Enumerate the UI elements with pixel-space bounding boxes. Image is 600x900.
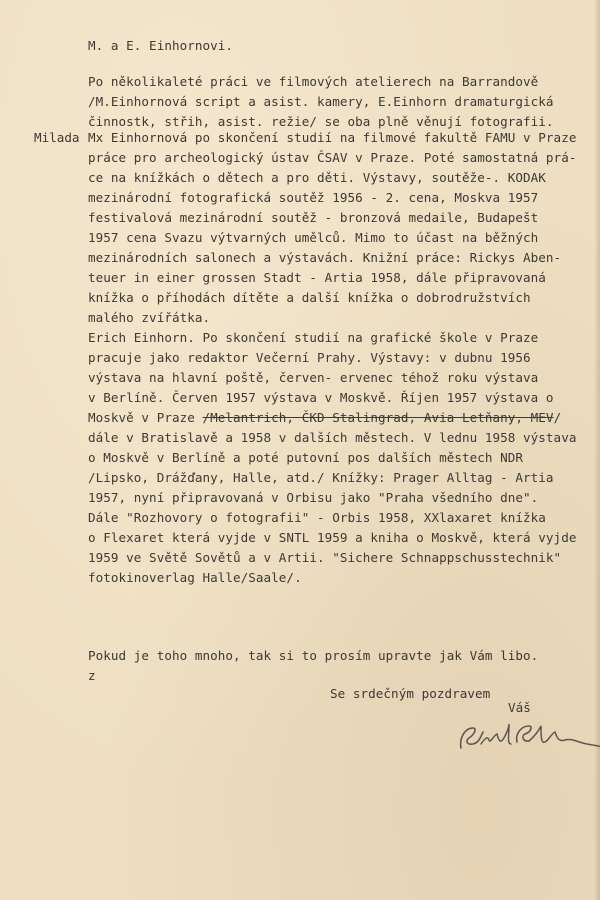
erich-line: /Lipsko, Drážďany, Halle, atd./ Knížky: Prager Alltag - Artia (88, 470, 554, 485)
intro-line: činnostk, střih, asist. režie/ se oba plně věnují fotografii. (88, 114, 554, 129)
milada-line: práce pro archeologický ústav ČSAV v Praze. Poté samostatná prá- (88, 150, 577, 165)
handwritten-signature (455, 714, 600, 764)
intro-line: Po několikaleté práci ve filmových atelierech na Barrandově (88, 74, 539, 89)
erich-line: pracuje jako redaktor Večerní Prahy. Výstavy: v dubnu 1956 (88, 350, 531, 365)
milada-line: malého zvířátka. (88, 310, 211, 325)
milada-line: mezinárodní fotografická soutěž 1956 - 2. cena, Moskva 1957 (88, 190, 539, 205)
erich-line: 1959 ve Světě Sovětů a v Artii. "Sichere Schnappschusstechnik" (88, 550, 562, 565)
erich-line: Dále "Rozhovory o fotografii" - Orbis 1958, XXlaxaret knížka (88, 510, 546, 525)
milada-line: mezinárodních salonech a výstavách. Knižní práce: Rickys Aben- (88, 250, 562, 265)
struck-out-text: /Melantrich, ČKD Stalingrad, Avia Letňany, MEV (202, 410, 554, 425)
moscow-line-end: / (553, 410, 562, 425)
paper-edge-shadow (594, 0, 600, 900)
erich-line: dále v Bratislavě a 1958 v dalších městech. V lednu 1958 výstava (88, 430, 577, 445)
yours-line: Váš (508, 700, 531, 715)
erich-line: fotokinoverlag Halle/Saale/. (88, 570, 302, 585)
milada-line: Mx Einhornová po skončení studií na filmové fakultě FAMU v Praze (88, 130, 577, 145)
moscow-line-start: Moskvě v Praze (88, 410, 203, 425)
intro-line: /M.Einhornová script a asist. kamery, E.Einhorn dramaturgická (88, 94, 554, 109)
greeting-line: Se srdečným pozdravem (330, 686, 491, 701)
erich-line: o Flexaret která vyjde v SNTL 1959 a kniha o Moskvě, která vyjde (88, 530, 577, 545)
erich-line: Erich Einhorn. Po skončení studií na grafické škole v Praze (88, 330, 539, 345)
milada-line: teuer in einer grossen Stadt - Artia 1958, dále připravovaná (88, 270, 546, 285)
milada-line: ce na knížkách o dětech a pro děti. Výstavy, soutěže-. KODAK (88, 170, 546, 185)
erich-line: 1957, nyní připravovaná v Orbisu jako "Praha všedního dne". (88, 490, 539, 505)
letter-heading: M. a E. Einhornovi. (88, 38, 234, 53)
margin-note-milada: Milada (34, 130, 80, 145)
erich-line: výstava na hlavní poště, červen- ervenec téhož roku výstava (88, 370, 539, 385)
stray-mark: z (88, 668, 96, 683)
erich-line: v Berlíně. Červen 1957 výstava v Moskvě. Říjen 1957 výstava o (88, 390, 554, 405)
milada-line: 1957 cena Svazu výtvarných umělců. Mimo to účast na běžných (88, 230, 539, 245)
milada-line: knížka o příhodách dítěte a další knížka o dobrodružstvích (88, 290, 531, 305)
moscow-line (88, 408, 561, 428)
milada-line: festivalová mezinárodní soutěž - bronzová medaile, Budapešt (88, 210, 539, 225)
erich-line: o Moskvě v Berlíně a poté putovní pos dalších městech NDR (88, 450, 524, 465)
closing-line: Pokud je toho mnoho, tak si to prosím upravte jak Vám libo. (88, 648, 539, 663)
